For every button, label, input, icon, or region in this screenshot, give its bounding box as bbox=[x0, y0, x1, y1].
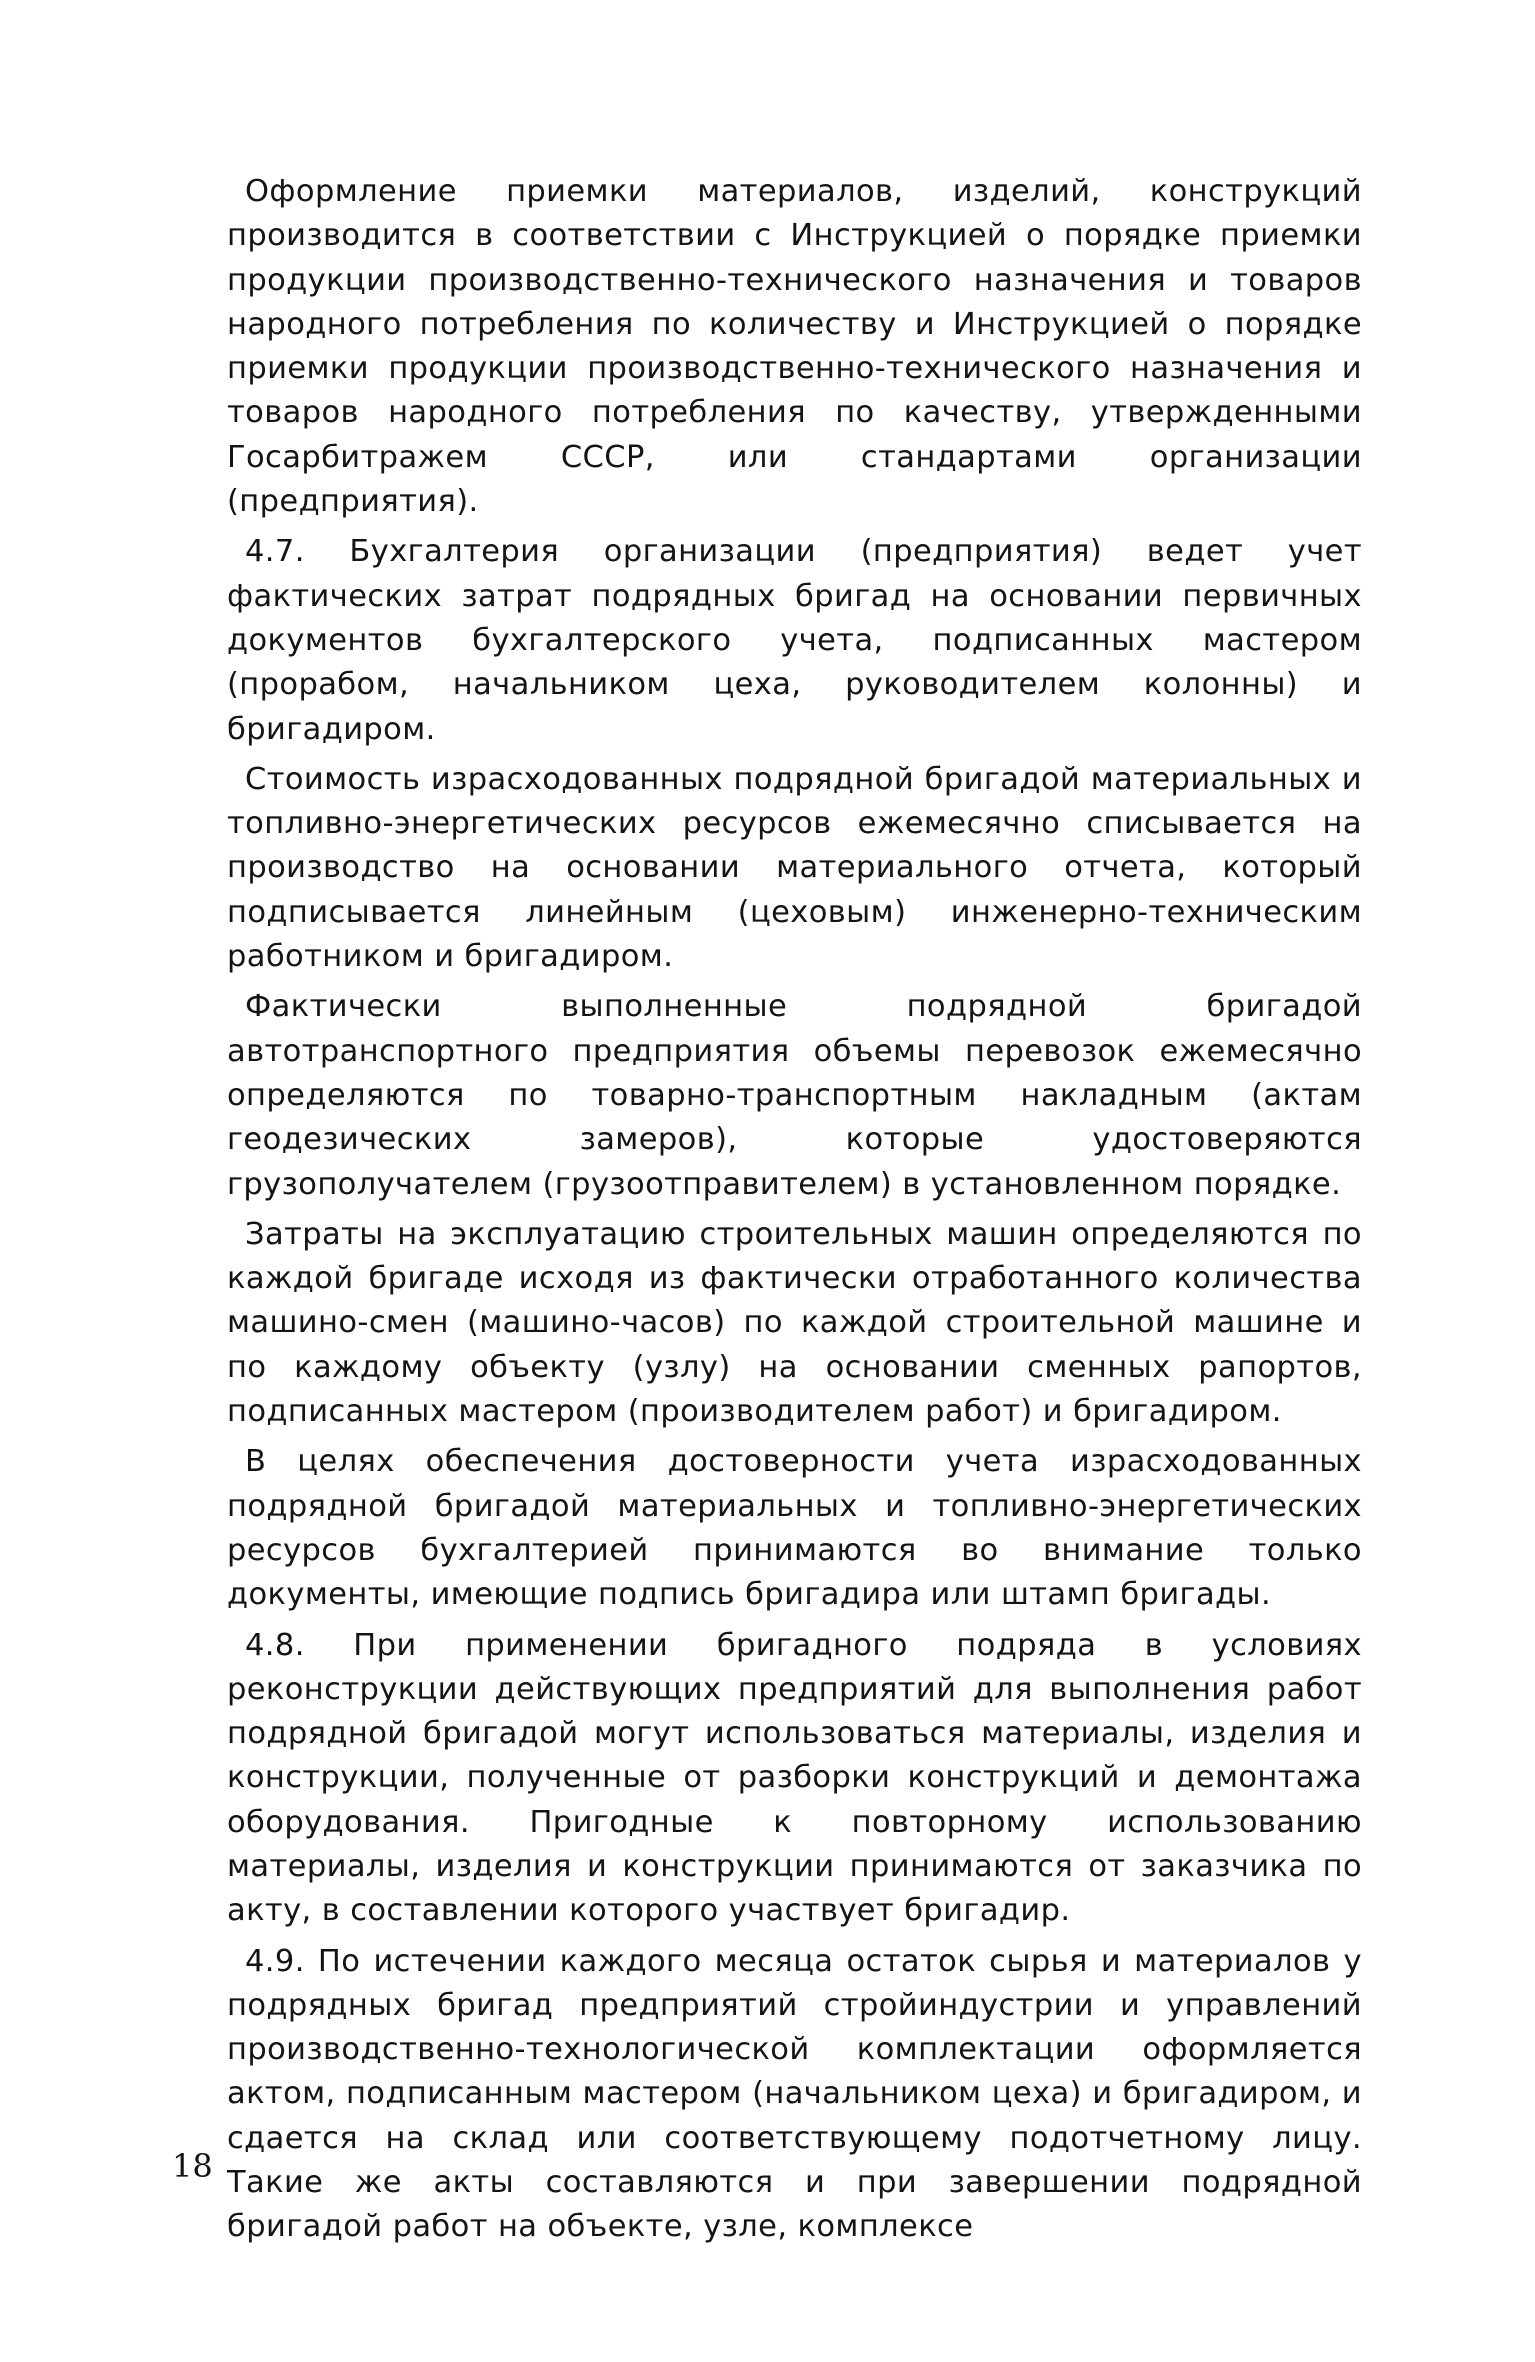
paragraph-material-cost: Стоимость израсходованных подрядной бригадой материальных и топливно-энергетических ресурсов ежемесячно списывается на производство на основании материального отчета, который подписывается линейным (цеховым) инженерно-техническим работником и бригадиром. bbox=[227, 761, 1362, 975]
paragraph-transport-volumes: Фактически выполненные подрядной бригадой автотранспортного предприятия объемы перевозок ежемесячно определяются по товарно-транспортным накладным (актам геодезических замеров), которые удостоверяются грузополучателем (грузоотправителем) в установленном порядке. bbox=[227, 989, 1362, 1202]
paragraph-machine-costs: Затраты на эксплуатацию строительных машин определяются по каждой бригаде исходя из фактически отработанного количества машино-смен (машино-часов) по каждой строительной машине и по каждому объекту (узлу) на основании сменных рапортов, подписанных мастером (производителем работ) и бригадиром. bbox=[227, 1216, 1362, 1430]
page-number: 18 bbox=[172, 2147, 213, 2185]
body-text bbox=[227, 170, 1362, 2256]
paragraph-4-7-accounting: 4.7. Бухгалтерия организации (предприятия) ведет учет фактических затрат подрядных бригад на основании первичных документов бухгалтерского учета, подписанных мастером (прорабом, начальником цеха, руководителем колонны) и бригадиром. bbox=[227, 534, 1362, 747]
paragraph-acceptance-registration: Оформление приемки материалов, изделий, конструкций производится в соответствии с Инструкцией о порядке приемки продукции производственно-технического назначения и товаров народного потребления по количеству и Инструкцией о порядке приемки продукции производственно-технического назначения и товаров народного потребления по качеству, утвержденными Госарбитражем СССР, или стандартами организации (предприятия). bbox=[227, 174, 1362, 520]
paragraph-4-8-reconstruction: 4.8. При применении бригадного подряда в условиях реконструкции действующих предприятий для выполнения работ подрядной бригадой могут использоваться материалы, изделия и конструкции, полученные от разборки конструкций и демонтажа оборудования. Пригодные к повторному использованию материалы, изделия и конструкции принимаются от заказчика по акту, в составлении которого участвует бригадир. bbox=[227, 1627, 1362, 1929]
paragraph-4-9-remainder: 4.9. По истечении каждого месяца остаток сырья и материалов у подрядных бригад предприятий стройиндустрии и управлений производственно-технологической комплектации оформляется актом, подписанным мастером (начальником цеха) и бригадиром, и сдается на склад или соответствующему подотчетному лицу. Такие же акты составляются и при завершении подрядной бригадой работ на объекте, узле, комплексе bbox=[227, 1943, 1362, 2245]
paragraph-reliability: В целях обеспечения достоверности учета израсходованных подрядной бригадой материальных и топливно-энергетических ресурсов бухгалтерией принимаются во внимание только документы, имеющие подпись бригадира или штамп бригады. bbox=[227, 1444, 1362, 1613]
